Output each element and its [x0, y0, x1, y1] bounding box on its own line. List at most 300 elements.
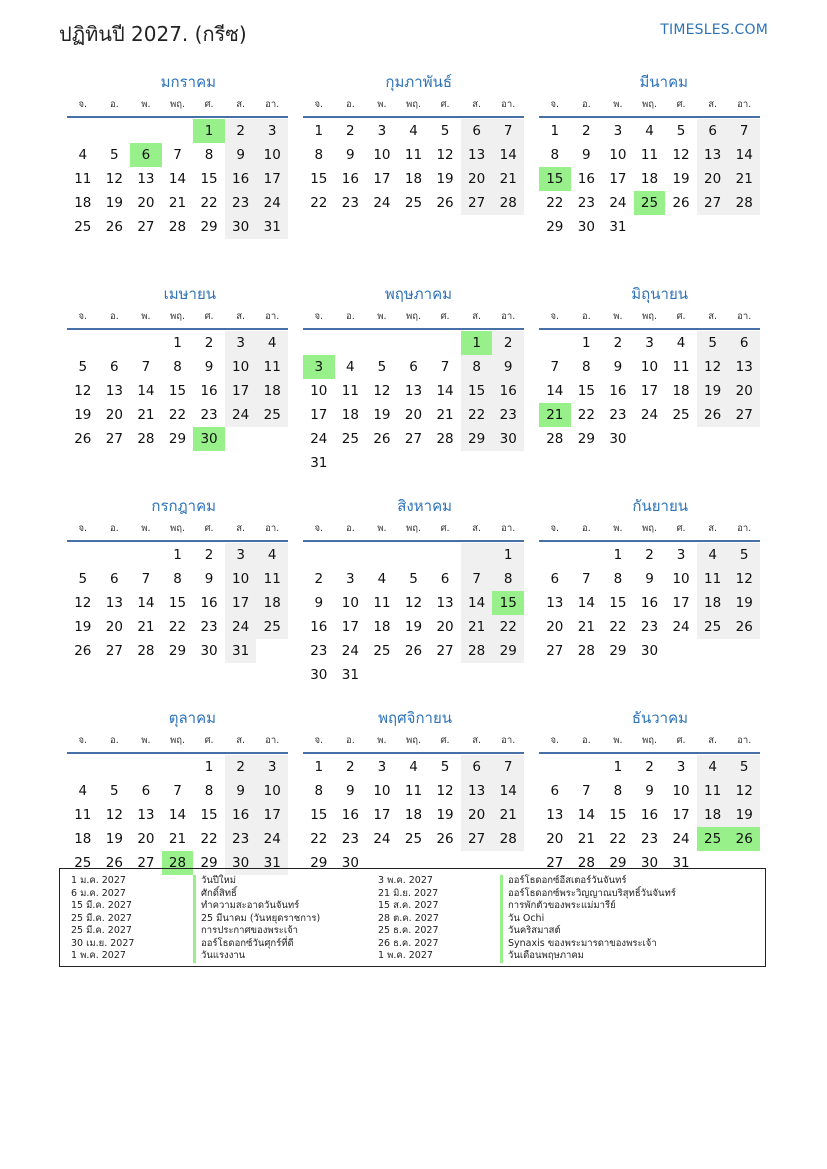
day-cell[interactable]: 17 [225, 591, 257, 615]
day-cell[interactable]: 17 [225, 379, 257, 403]
day-cell[interactable]: 14 [168, 171, 187, 187]
day-cell[interactable]: 14 [577, 595, 595, 611]
day-cell[interactable]: 24 [609, 195, 627, 211]
day-cell[interactable]: 1 [173, 335, 182, 351]
day-cell[interactable]: 2 [204, 547, 214, 563]
day-cell[interactable]: 2 [582, 123, 591, 139]
day-cell[interactable]: 19 [404, 619, 423, 635]
day-cell[interactable]: 21 [577, 619, 595, 635]
day-cell[interactable]: 2 [492, 331, 524, 355]
day-cell[interactable]: 5 [728, 755, 760, 779]
day-cell[interactable]: 7 [461, 567, 493, 591]
day-cell[interactable]: 26 [672, 195, 690, 211]
day-cell[interactable]: 8 [461, 355, 493, 379]
day-cell[interactable]: 10 [640, 359, 659, 375]
day-cell[interactable]: 3 [225, 543, 257, 567]
day-cell[interactable]: 7 [728, 119, 760, 143]
day-cell[interactable]: 16 [640, 595, 659, 611]
day-cell[interactable]: 8 [314, 783, 324, 799]
day-cell[interactable]: 16 [200, 595, 218, 611]
day-cell[interactable]: 30 [492, 427, 524, 451]
day-cell[interactable]: 17 [256, 803, 288, 827]
day-cell[interactable]: 11 [672, 359, 690, 375]
day-cell[interactable]: 10 [373, 783, 391, 799]
day-cell[interactable]: 23 [492, 403, 524, 427]
day-cell[interactable]: 9 [645, 783, 654, 799]
day-cell[interactable]: 23 [341, 831, 359, 847]
day-cell[interactable]: 6 [409, 359, 418, 375]
day-cell[interactable]: 3 [377, 759, 387, 775]
day-cell[interactable]: 13 [436, 595, 454, 611]
day-cell[interactable]: 18 [404, 171, 423, 187]
day-cell[interactable]: 3 [256, 755, 288, 779]
day-cell[interactable]: 28 [546, 431, 564, 447]
day-cell[interactable]: 8 [204, 147, 214, 163]
day-cell[interactable]: 25 [697, 615, 729, 639]
day-cell[interactable]: 19 [74, 619, 92, 635]
day-cell[interactable]: 15 [310, 807, 328, 823]
day-cell[interactable]: 24 [672, 831, 690, 847]
day-cell[interactable]: 22 [609, 831, 627, 847]
day-cell[interactable]: 8 [613, 783, 623, 799]
day-cell[interactable]: 26 [105, 219, 123, 235]
day-cell[interactable]: 13 [461, 143, 493, 167]
day-cell[interactable]: 28 [137, 431, 155, 447]
day-cell[interactable]: 1 [204, 759, 214, 775]
day-cell[interactable]: 4 [409, 123, 418, 139]
day-cell[interactable]: 28 [577, 643, 595, 659]
day-cell[interactable]: 11 [697, 567, 729, 591]
day-cell[interactable]: 26 [436, 195, 454, 211]
day-cell[interactable]: 7 [582, 571, 591, 587]
day-cell[interactable]: 13 [404, 383, 423, 399]
day-cell[interactable]: 18 [74, 831, 92, 847]
day-cell[interactable]: 31 [256, 215, 288, 239]
day-cell[interactable]: 1 [582, 335, 591, 351]
day-cell[interactable]: 18 [404, 807, 423, 823]
day-cell[interactable]: 30 [200, 643, 218, 659]
day-cell[interactable]: 23 [341, 195, 359, 211]
day-cell[interactable]: 14 [436, 383, 454, 399]
day-cell[interactable]: 16 [640, 807, 659, 823]
day-cell[interactable]: 7 [582, 783, 591, 799]
day-cell[interactable]: 23 [577, 195, 595, 211]
day-cell[interactable]: 5 [440, 123, 450, 139]
day-cell[interactable]: 5 [110, 147, 119, 163]
day-cell[interactable]: 19 [436, 171, 454, 187]
day-cell[interactable]: 3 [225, 331, 257, 355]
day-cell[interactable]: 30 [341, 855, 359, 871]
day-cell[interactable]: 2 [225, 119, 257, 143]
day-cell[interactable]: 9 [582, 147, 591, 163]
day-cell[interactable]: 7 [440, 359, 450, 375]
day-cell[interactable]: 4 [78, 147, 88, 163]
day-cell[interactable]: 25 [256, 403, 288, 427]
day-cell[interactable]: 29 [200, 219, 218, 235]
day-cell[interactable]: 18 [341, 407, 359, 423]
day-cell[interactable]: 19 [728, 803, 760, 827]
day-cell[interactable]: 20 [105, 619, 123, 635]
site-link[interactable]: TIMESLES.COM [660, 22, 768, 38]
day-cell[interactable]: 12 [74, 595, 92, 611]
day-cell[interactable]: 11 [404, 783, 423, 799]
day-cell[interactable]: 11 [640, 147, 659, 163]
day-cell[interactable]: 17 [341, 619, 359, 635]
day-cell[interactable]: 24 [225, 403, 257, 427]
day-cell[interactable]: 14 [492, 143, 524, 167]
day-cell[interactable]: 12 [105, 171, 123, 187]
day-cell[interactable]: 28 [162, 851, 194, 875]
day-cell[interactable]: 30 [225, 215, 257, 239]
day-cell[interactable]: 30 [193, 427, 225, 451]
day-cell[interactable]: 13 [546, 807, 564, 823]
day-cell[interactable]: 13 [137, 171, 155, 187]
day-cell[interactable]: 17 [672, 595, 690, 611]
day-cell[interactable]: 9 [204, 359, 214, 375]
day-cell[interactable]: 9 [613, 359, 623, 375]
day-cell[interactable]: 16 [609, 383, 627, 399]
day-cell[interactable]: 4 [676, 335, 686, 351]
day-cell[interactable]: 6 [461, 755, 493, 779]
day-cell[interactable]: 6 [550, 571, 560, 587]
day-cell[interactable]: 23 [225, 827, 257, 851]
day-cell[interactable]: 25 [341, 431, 359, 447]
day-cell[interactable]: 19 [74, 407, 92, 423]
day-cell[interactable]: 20 [137, 195, 155, 211]
day-cell[interactable]: 27 [105, 643, 123, 659]
day-cell[interactable]: 24 [256, 827, 288, 851]
day-cell[interactable]: 21 [492, 167, 524, 191]
day-cell[interactable]: 19 [728, 591, 760, 615]
day-cell[interactable]: 23 [609, 407, 627, 423]
day-cell[interactable]: 15 [168, 383, 187, 399]
day-cell[interactable]: 5 [676, 123, 686, 139]
day-cell[interactable]: 1 [613, 547, 623, 563]
day-cell[interactable]: 29 [492, 639, 524, 663]
day-cell[interactable]: 13 [546, 595, 564, 611]
day-cell[interactable]: 9 [225, 143, 257, 167]
day-cell[interactable]: 30 [310, 667, 328, 683]
day-cell[interactable]: 21 [728, 167, 760, 191]
day-cell[interactable]: 10 [256, 143, 288, 167]
day-cell[interactable]: 1 [461, 331, 493, 355]
day-cell[interactable]: 22 [577, 407, 595, 423]
day-cell[interactable]: 19 [672, 171, 690, 187]
day-cell[interactable]: 2 [346, 123, 355, 139]
day-cell[interactable]: 9 [645, 571, 654, 587]
day-cell[interactable]: 22 [200, 195, 218, 211]
day-cell[interactable]: 27 [697, 191, 729, 215]
day-cell[interactable]: 5 [78, 571, 88, 587]
day-cell[interactable]: 6 [141, 783, 151, 799]
day-cell[interactable]: 4 [256, 543, 288, 567]
day-cell[interactable]: 6 [110, 571, 119, 587]
day-cell[interactable]: 3 [645, 335, 654, 351]
day-cell[interactable]: 3 [346, 571, 355, 587]
day-cell[interactable]: 24 [256, 191, 288, 215]
day-cell[interactable]: 10 [256, 779, 288, 803]
day-cell[interactable]: 7 [141, 571, 151, 587]
day-cell[interactable]: 19 [105, 195, 123, 211]
day-cell[interactable]: 12 [672, 147, 690, 163]
day-cell[interactable]: 28 [492, 191, 524, 215]
day-cell[interactable]: 24 [310, 431, 328, 447]
day-cell[interactable]: 14 [461, 591, 493, 615]
day-cell[interactable]: 8 [550, 147, 560, 163]
day-cell[interactable]: 24 [341, 643, 359, 659]
day-cell[interactable]: 4 [256, 331, 288, 355]
day-cell[interactable]: 31 [609, 219, 627, 235]
day-cell[interactable]: 30 [640, 855, 659, 871]
day-cell[interactable]: 9 [314, 595, 324, 611]
day-cell[interactable]: 16 [225, 167, 257, 191]
day-cell[interactable]: 28 [577, 855, 595, 871]
day-cell[interactable]: 25 [697, 827, 729, 851]
day-cell[interactable]: 12 [74, 383, 92, 399]
day-cell[interactable]: 27 [546, 643, 564, 659]
day-cell[interactable]: 6 [550, 783, 560, 799]
day-cell[interactable]: 5 [377, 359, 387, 375]
day-cell[interactable]: 28 [436, 431, 454, 447]
day-cell[interactable]: 22 [168, 619, 187, 635]
day-cell[interactable]: 12 [728, 779, 760, 803]
day-cell[interactable]: 23 [310, 643, 328, 659]
day-cell[interactable]: 4 [377, 571, 387, 587]
day-cell[interactable]: 1 [193, 119, 225, 143]
day-cell[interactable]: 6 [440, 571, 450, 587]
day-cell[interactable]: 28 [728, 191, 760, 215]
day-cell[interactable]: 1 [492, 543, 524, 567]
day-cell[interactable]: 15 [461, 379, 493, 403]
day-cell[interactable]: 31 [341, 667, 359, 683]
day-cell[interactable]: 20 [461, 803, 493, 827]
day-cell[interactable]: 18 [640, 171, 659, 187]
day-cell[interactable]: 24 [373, 195, 391, 211]
day-cell[interactable]: 17 [310, 407, 328, 423]
day-cell[interactable]: 18 [256, 379, 288, 403]
day-cell[interactable]: 1 [613, 759, 623, 775]
day-cell[interactable]: 5 [697, 331, 729, 355]
day-cell[interactable]: 10 [225, 567, 257, 591]
day-cell[interactable]: 25 [404, 831, 423, 847]
day-cell[interactable]: 14 [728, 143, 760, 167]
day-cell[interactable]: 29 [609, 855, 627, 871]
day-cell[interactable]: 25 [373, 643, 391, 659]
day-cell[interactable]: 11 [341, 383, 359, 399]
day-cell[interactable]: 12 [373, 383, 391, 399]
day-cell[interactable]: 16 [310, 619, 328, 635]
day-cell[interactable]: 26 [436, 831, 454, 847]
day-cell[interactable]: 29 [609, 643, 627, 659]
day-cell[interactable]: 15 [168, 595, 187, 611]
day-cell[interactable]: 22 [200, 831, 218, 847]
day-cell[interactable]: 14 [137, 383, 155, 399]
day-cell[interactable]: 9 [346, 783, 355, 799]
day-cell[interactable]: 8 [613, 571, 623, 587]
day-cell[interactable]: 21 [539, 403, 571, 427]
day-cell[interactable]: 14 [137, 595, 155, 611]
day-cell[interactable]: 23 [640, 619, 659, 635]
day-cell[interactable]: 5 [110, 783, 119, 799]
day-cell[interactable]: 26 [74, 431, 92, 447]
day-cell[interactable]: 28 [461, 639, 493, 663]
day-cell[interactable]: 23 [225, 191, 257, 215]
day-cell[interactable]: 23 [640, 831, 659, 847]
day-cell[interactable]: 7 [492, 755, 524, 779]
day-cell[interactable]: 29 [168, 643, 187, 659]
day-cell[interactable]: 28 [168, 219, 187, 235]
day-cell[interactable]: 28 [492, 827, 524, 851]
day-cell[interactable]: 8 [173, 359, 182, 375]
day-cell[interactable]: 26 [105, 855, 123, 871]
day-cell[interactable]: 7 [492, 119, 524, 143]
day-cell[interactable]: 16 [341, 807, 359, 823]
day-cell[interactable]: 1 [314, 123, 324, 139]
day-cell[interactable]: 2 [225, 755, 257, 779]
day-cell[interactable]: 7 [141, 359, 151, 375]
day-cell[interactable]: 31 [310, 455, 328, 471]
day-cell[interactable]: 20 [436, 619, 454, 635]
day-cell[interactable]: 12 [436, 783, 454, 799]
day-cell[interactable]: 9 [204, 571, 214, 587]
day-cell[interactable]: 20 [404, 407, 423, 423]
day-cell[interactable]: 18 [74, 195, 92, 211]
day-cell[interactable]: 11 [74, 171, 92, 187]
day-cell[interactable]: 10 [310, 383, 328, 399]
day-cell[interactable]: 6 [110, 359, 119, 375]
day-cell[interactable]: 17 [256, 167, 288, 191]
day-cell[interactable]: 20 [105, 407, 123, 423]
day-cell[interactable]: 26 [404, 643, 423, 659]
day-cell[interactable]: 20 [137, 831, 155, 847]
day-cell[interactable]: 20 [546, 619, 564, 635]
day-cell[interactable]: 8 [582, 359, 591, 375]
day-cell[interactable]: 29 [310, 855, 328, 871]
day-cell[interactable]: 24 [672, 619, 690, 635]
day-cell[interactable]: 26 [728, 615, 760, 639]
day-cell[interactable]: 14 [577, 807, 595, 823]
day-cell[interactable]: 6 [461, 119, 493, 143]
day-cell[interactable]: 8 [314, 147, 324, 163]
day-cell[interactable]: 30 [609, 431, 627, 447]
day-cell[interactable]: 18 [697, 803, 729, 827]
day-cell[interactable]: 3 [613, 123, 623, 139]
day-cell[interactable]: 31 [256, 851, 288, 875]
day-cell[interactable]: 5 [728, 543, 760, 567]
day-cell[interactable]: 9 [225, 779, 257, 803]
day-cell[interactable]: 20 [461, 167, 493, 191]
day-cell[interactable]: 15 [310, 171, 328, 187]
day-cell[interactable]: 22 [546, 195, 564, 211]
day-cell[interactable]: 14 [546, 383, 564, 399]
day-cell[interactable]: 26 [373, 431, 391, 447]
day-cell[interactable]: 17 [609, 171, 627, 187]
day-cell[interactable]: 8 [492, 567, 524, 591]
day-cell[interactable]: 2 [346, 759, 355, 775]
day-cell[interactable]: 7 [550, 359, 560, 375]
day-cell[interactable]: 25 [256, 615, 288, 639]
day-cell[interactable]: 15 [200, 171, 218, 187]
day-cell[interactable]: 27 [461, 827, 493, 851]
day-cell[interactable]: 27 [546, 855, 564, 871]
day-cell[interactable]: 27 [137, 219, 155, 235]
day-cell[interactable]: 9 [346, 147, 355, 163]
day-cell[interactable]: 12 [404, 595, 423, 611]
day-cell[interactable]: 22 [461, 403, 493, 427]
day-cell[interactable]: 5 [409, 571, 418, 587]
day-cell[interactable]: 16 [341, 171, 359, 187]
day-cell[interactable]: 16 [492, 379, 524, 403]
day-cell[interactable]: 27 [436, 643, 454, 659]
day-cell[interactable]: 10 [672, 783, 690, 799]
day-cell[interactable]: 21 [137, 619, 155, 635]
day-cell[interactable]: 10 [341, 595, 359, 611]
day-cell[interactable]: 21 [492, 803, 524, 827]
day-cell[interactable]: 2 [645, 547, 654, 563]
day-cell[interactable]: 11 [373, 595, 391, 611]
day-cell[interactable]: 25 [404, 195, 423, 211]
day-cell[interactable]: 4 [697, 755, 729, 779]
day-cell[interactable]: 26 [697, 403, 729, 427]
day-cell[interactable]: 23 [200, 407, 218, 423]
day-cell[interactable]: 21 [137, 407, 155, 423]
day-cell[interactable]: 10 [609, 147, 627, 163]
day-cell[interactable]: 19 [697, 379, 729, 403]
day-cell[interactable]: 6 [728, 331, 760, 355]
day-cell[interactable]: 1 [314, 759, 324, 775]
day-cell[interactable]: 15 [492, 591, 524, 615]
day-cell[interactable]: 12 [105, 807, 123, 823]
day-cell[interactable]: 18 [256, 591, 288, 615]
day-cell[interactable]: 21 [461, 615, 493, 639]
day-cell[interactable]: 30 [577, 219, 595, 235]
day-cell[interactable]: 2 [613, 335, 623, 351]
day-cell[interactable]: 29 [200, 855, 218, 871]
day-cell[interactable]: 27 [404, 431, 423, 447]
day-cell[interactable]: 15 [539, 167, 571, 191]
day-cell[interactable]: 4 [78, 783, 88, 799]
day-cell[interactable]: 8 [204, 783, 214, 799]
day-cell[interactable]: 5 [78, 359, 88, 375]
day-cell[interactable]: 13 [137, 807, 155, 823]
day-cell[interactable]: 21 [168, 831, 187, 847]
day-cell[interactable]: 11 [256, 567, 288, 591]
day-cell[interactable]: 15 [577, 383, 595, 399]
day-cell[interactable]: 3 [303, 355, 335, 379]
day-cell[interactable]: 12 [436, 147, 454, 163]
day-cell[interactable]: 20 [697, 167, 729, 191]
day-cell[interactable]: 26 [728, 827, 760, 851]
day-cell[interactable]: 9 [492, 355, 524, 379]
day-cell[interactable]: 28 [137, 643, 155, 659]
day-cell[interactable]: 11 [256, 355, 288, 379]
day-cell[interactable]: 14 [168, 807, 187, 823]
day-cell[interactable]: 1 [173, 547, 182, 563]
day-cell[interactable]: 22 [310, 831, 328, 847]
day-cell[interactable]: 12 [697, 355, 729, 379]
day-cell[interactable]: 24 [225, 615, 257, 639]
day-cell[interactable]: 3 [377, 123, 387, 139]
day-cell[interactable]: 30 [640, 643, 659, 659]
day-cell[interactable]: 16 [200, 383, 218, 399]
day-cell[interactable]: 1 [550, 123, 560, 139]
day-cell[interactable]: 18 [672, 383, 690, 399]
day-cell[interactable]: 17 [373, 807, 391, 823]
day-cell[interactable]: 16 [225, 803, 257, 827]
day-cell[interactable]: 3 [676, 547, 686, 563]
day-cell[interactable]: 4 [697, 543, 729, 567]
day-cell[interactable]: 2 [204, 335, 214, 351]
